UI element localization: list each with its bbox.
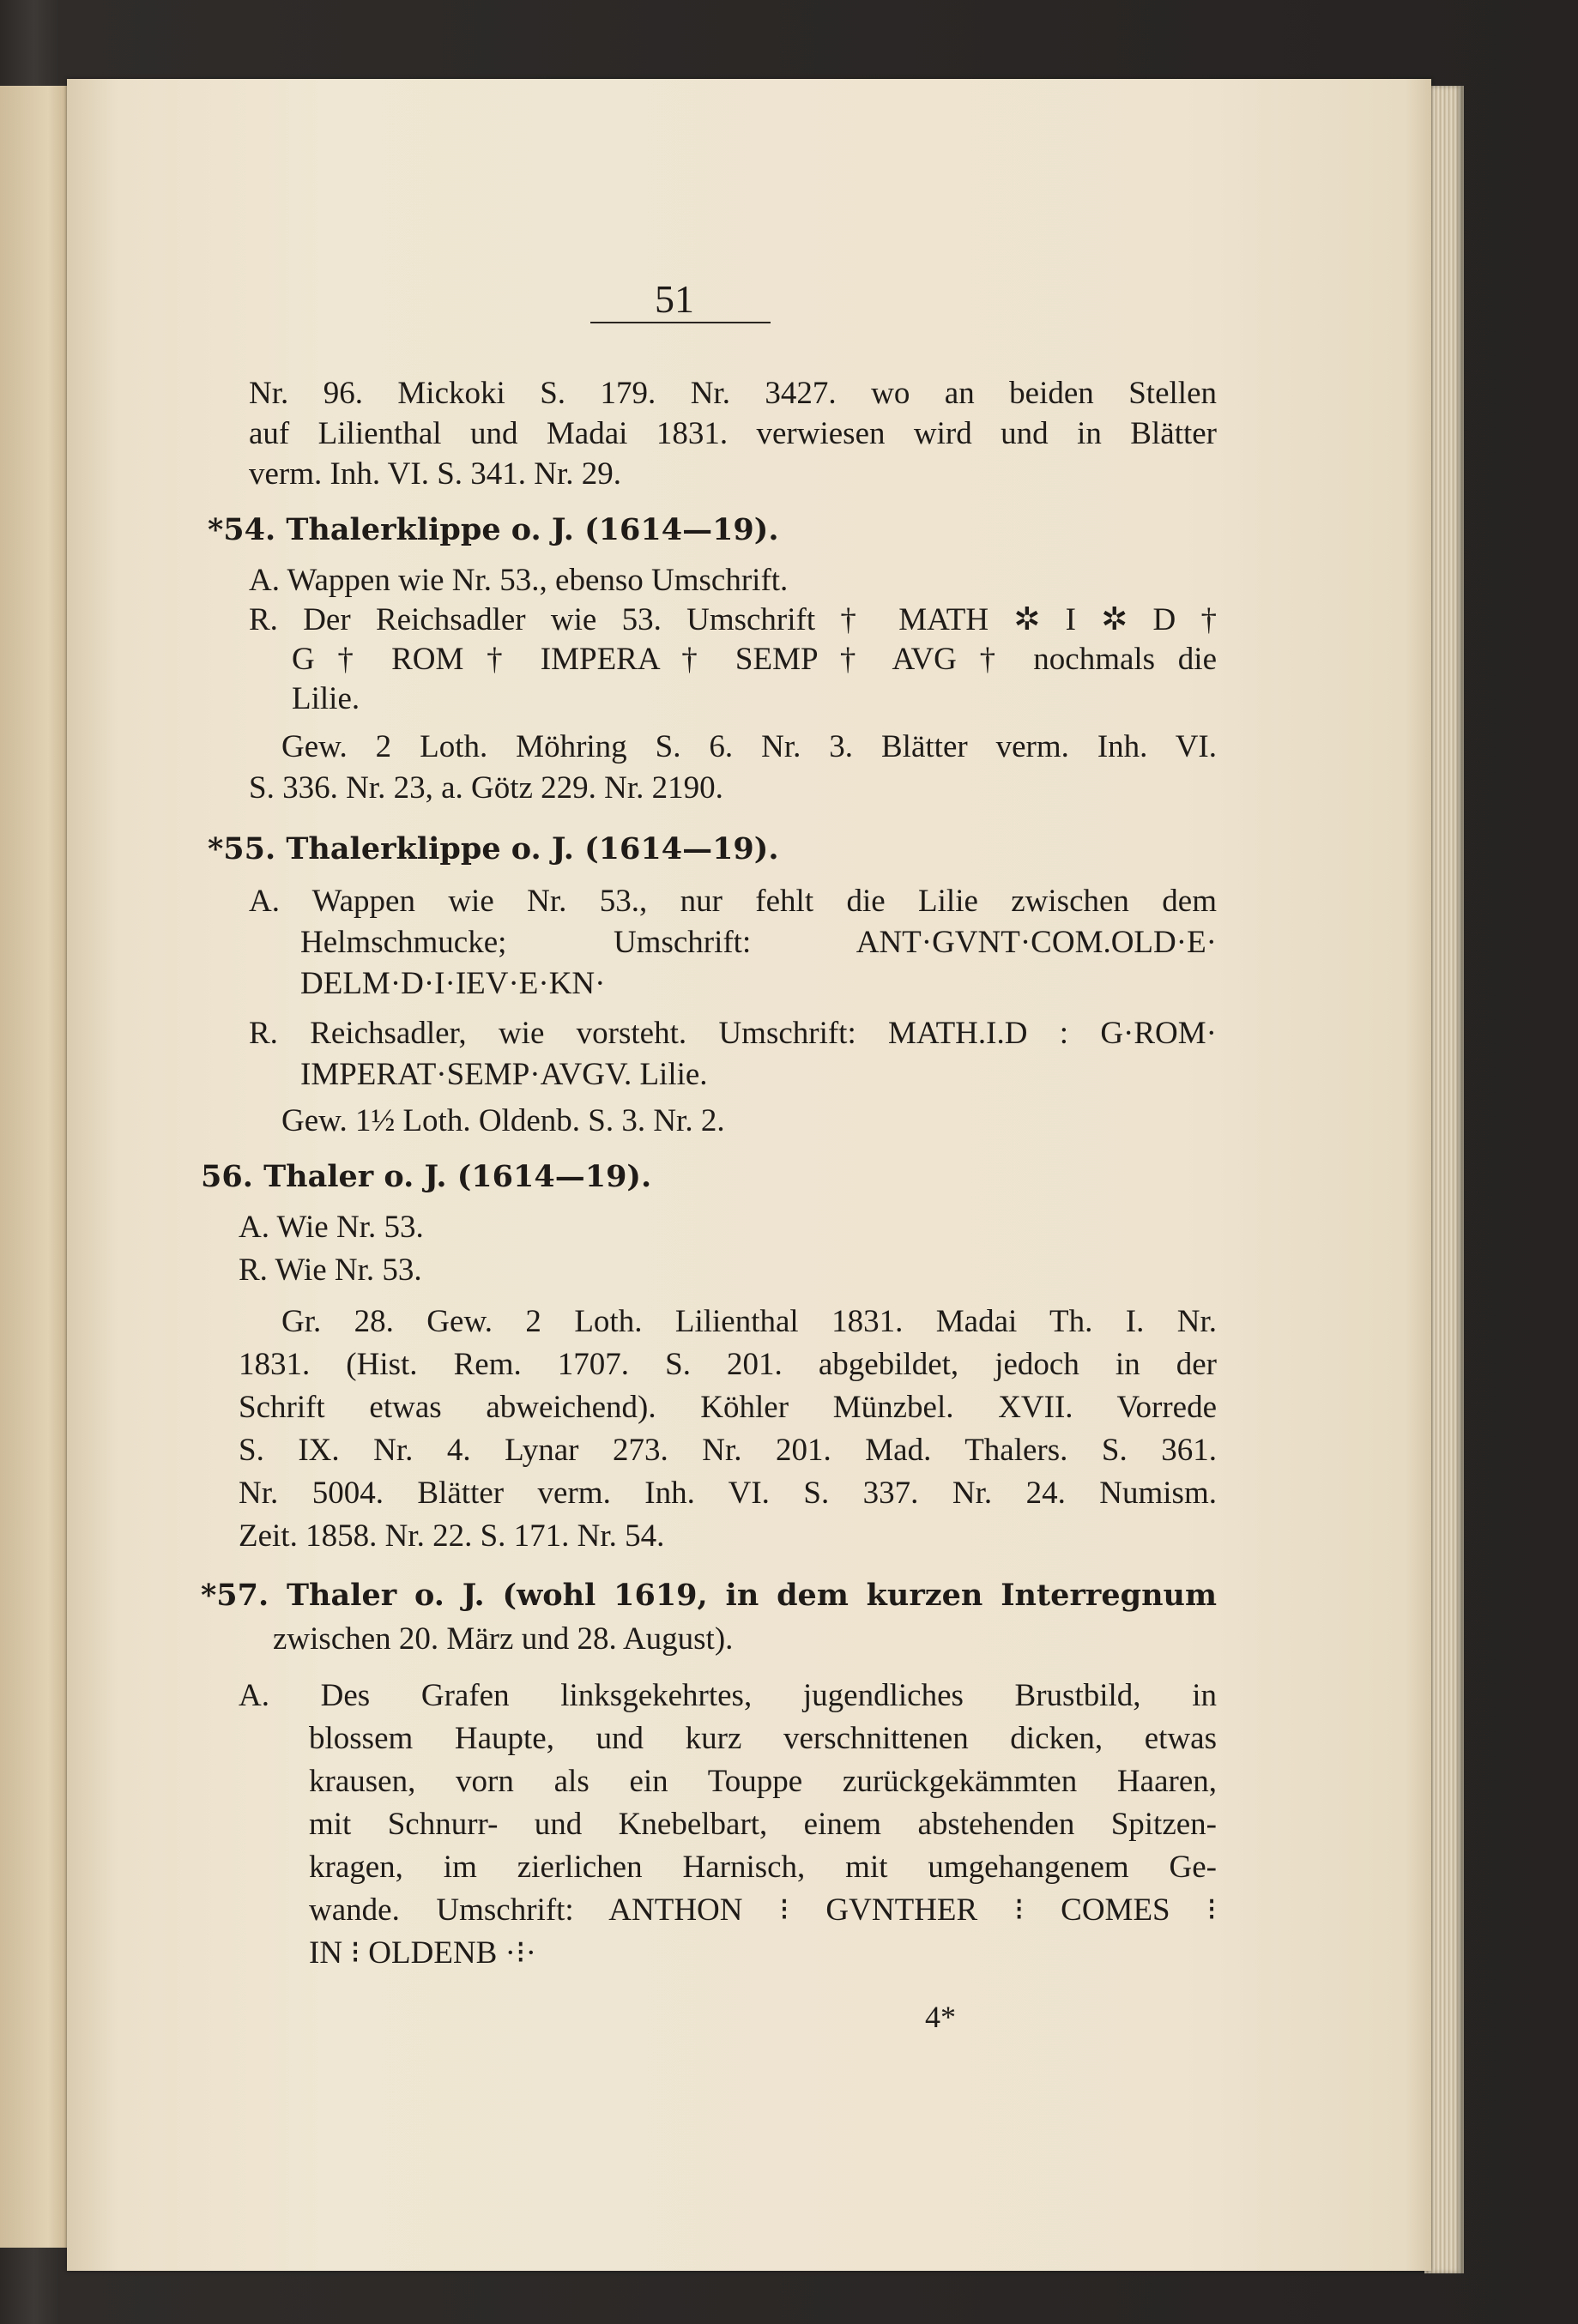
entry-heading: *54. Thalerklippe o. J. (1614—19).	[208, 512, 779, 547]
text-line: mit Schnurr- und Knebelbart, einem abstehenden Spitzen-	[309, 1807, 1217, 1842]
text-line: A. Wappen wie Nr. 53., ebenso Umschrift.	[249, 563, 789, 598]
text-line: Zeit. 1858. Nr. 22. S. 171. Nr. 54.	[239, 1518, 665, 1554]
page-number: 51	[655, 277, 694, 321]
text-line: R. Der Reichsadler wie 53. Umschrift † MATH ✲ I ✲ D †	[249, 602, 1217, 637]
text-line: Helmschmucke; Umschrift: ANT·GVNT·COM.OLD·E·	[300, 925, 1217, 960]
text-line: IN ⁝ OLDENB ·⁝·	[309, 1935, 536, 1971]
text-line: verm. Inh. VI. S. 341. Nr. 29.	[249, 456, 622, 492]
text-line: auf Lilienthal und Madai 1831. verwiesen wird und in Blätter	[249, 416, 1217, 451]
text-line: krausen, vorn als ein Touppe zurückgekämmten Haaren,	[309, 1764, 1217, 1799]
book-page	[67, 79, 1431, 2271]
entry-heading: *57. Thaler o. J. (wohl 1619, in dem kurzen Interregnum	[201, 1578, 1217, 1613]
text-line: Gr. 28. Gew. 2 Loth. Lilienthal 1831. Madai Th. I. Nr.	[281, 1304, 1217, 1339]
text-line: blossem Haupte, und kurz verschnittenen dicken, etwas	[309, 1721, 1217, 1756]
text-line: S. 336. Nr. 23, a. Götz 229. Nr. 2190.	[249, 770, 723, 806]
text-line: zwischen 20. März und 28. August).	[273, 1621, 734, 1657]
previous-page-edge	[0, 86, 69, 2248]
text-line: IMPERAT·SEMP·AVGV. Lilie.	[300, 1057, 708, 1092]
text-line: A. Wappen wie Nr. 53., nur fehlt die Lilie zwischen dem	[249, 884, 1217, 919]
text-line: R. Wie Nr. 53.	[239, 1253, 422, 1288]
entry-heading: *55. Thalerklippe o. J. (1614—19).	[208, 831, 779, 866]
text-line: A. Wie Nr. 53.	[239, 1210, 424, 1245]
text-line: 1831. (Hist. Rem. 1707. S. 201. abgebildet, jedoch in der	[239, 1347, 1217, 1382]
text-line: DELM·D·I·IEV·E·KN·	[300, 966, 606, 1001]
text-line: A. Des Grafen linksgekehrtes, jugendliches Brustbild, in	[239, 1678, 1217, 1713]
text-line: R. Reichsadler, wie vorsteht. Umschrift: MATH.I.D : G·ROM·	[249, 1016, 1217, 1051]
text-line: Nr. 5004. Blätter verm. Inh. VI. S. 337. Nr. 24. Numism.	[239, 1476, 1217, 1511]
text-line: kragen, im zierlichen Harnisch, mit umgehangenem Ge-	[309, 1850, 1217, 1885]
entry-heading: 56. Thaler o. J. (1614—19).	[201, 1159, 652, 1194]
text-line: Gew. 2 Loth. Möhring S. 6. Nr. 3. Blätter verm. Inh. VI.	[281, 729, 1217, 764]
text-line: G † ROM † IMPERA † SEMP † AVG † nochmals die	[292, 642, 1217, 677]
text-line: S. IX. Nr. 4. Lynar 273. Nr. 201. Mad. Thalers. S. 361.	[239, 1433, 1217, 1468]
text-line: Gew. 1½ Loth. Oldenb. S. 3. Nr. 2.	[281, 1103, 725, 1138]
text-line: Schrift etwas abweichend). Köhler Münzbel. XVII. Vorrede	[239, 1390, 1217, 1425]
text-line: Nr. 96. Mickoki S. 179. Nr. 3427. wo an beiden Stellen	[249, 376, 1217, 411]
text-line: wande. Umschrift: ANTHON ⁝ GVNTHER ⁝ COMES ⁝	[309, 1892, 1217, 1928]
page-text	[67, 79, 1431, 2271]
signature-mark: 4*	[925, 2000, 956, 2034]
header-rule	[590, 322, 771, 323]
text-line: Lilie.	[292, 681, 360, 716]
